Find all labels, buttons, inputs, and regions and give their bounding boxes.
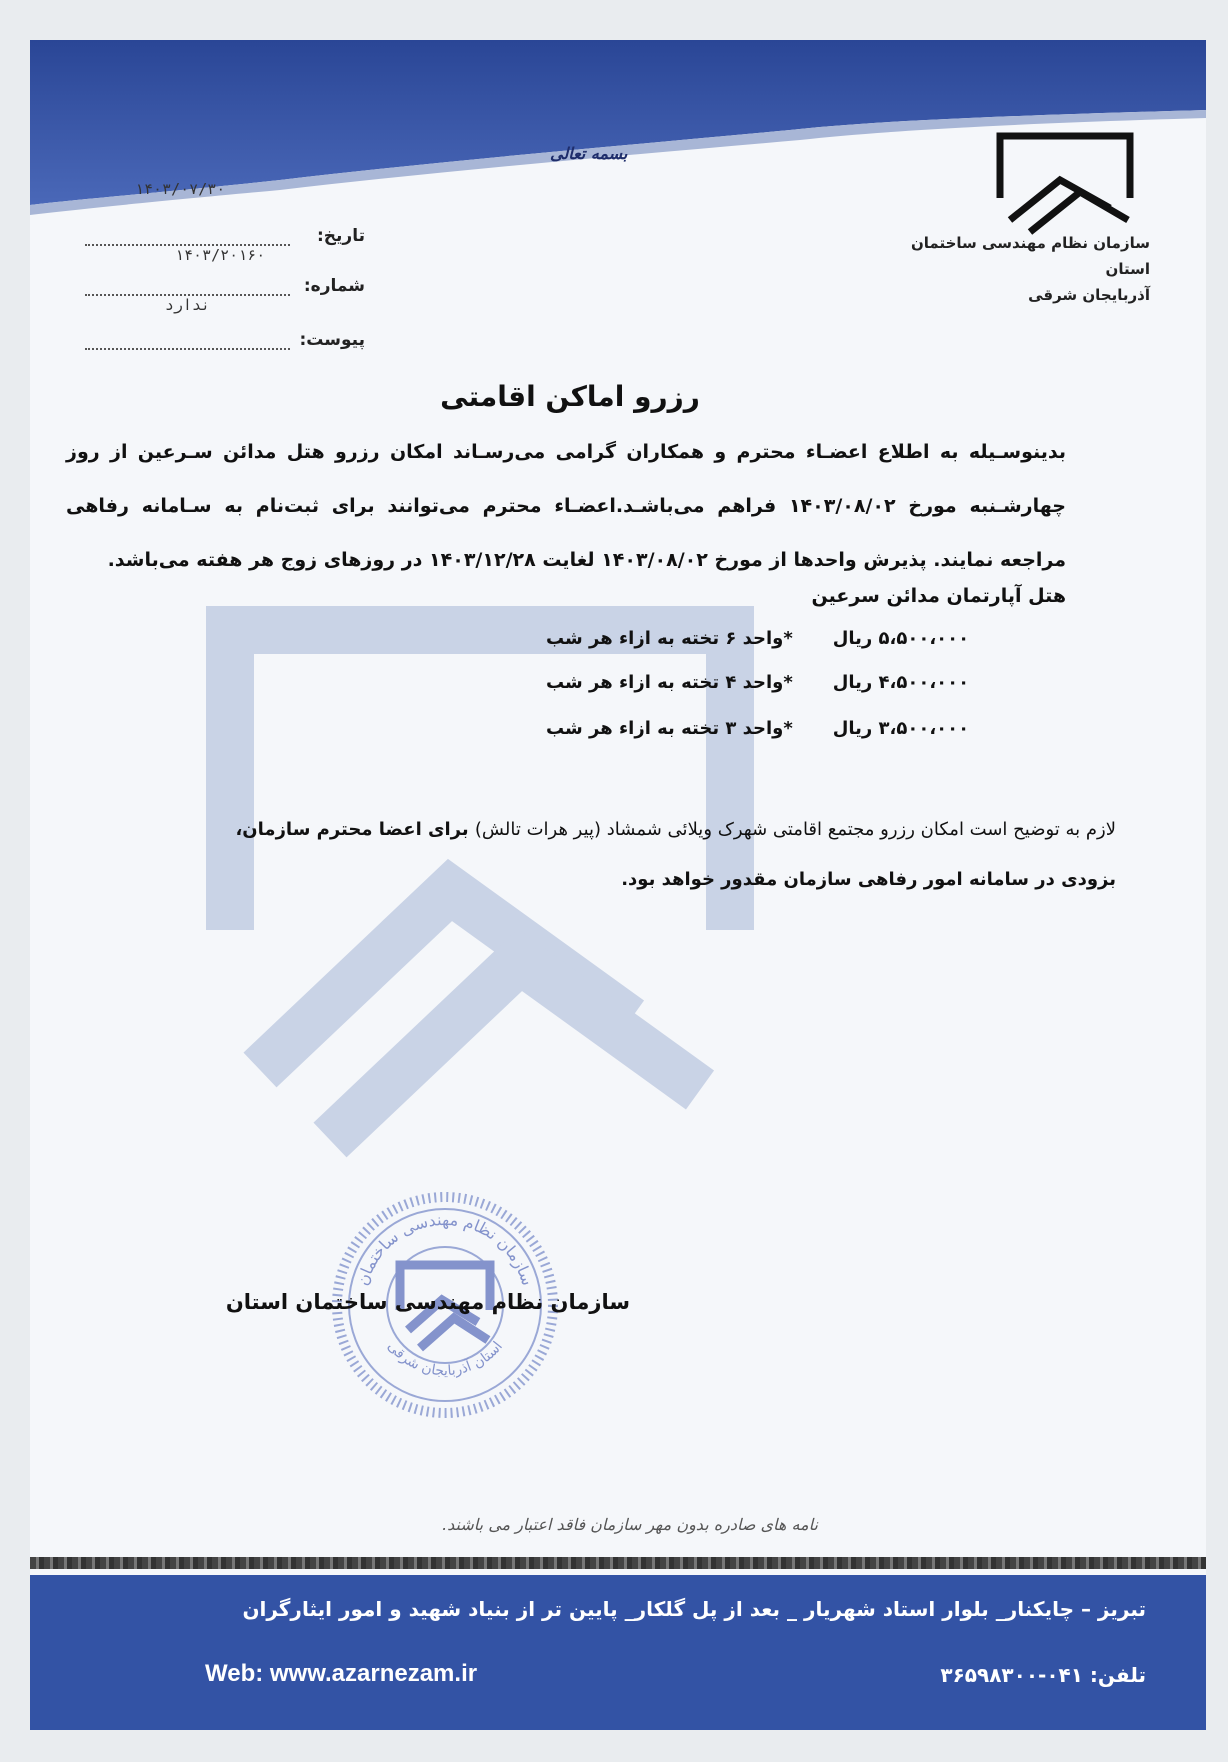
note-text: لازم به توضیح است امکان رزرو مجتمع اقامتی شهرک ویلائی شمشاد (پیر هرات تالش): [474, 819, 1116, 840]
unit-label: *واحد ۴ تخته به ازاء هر شب: [546, 672, 793, 693]
svg-text:سازمان نظام مهندسی ساختمان: [353, 1210, 538, 1288]
footer-phone: تلفن: ۰۴۱-۳۶۵۹۸۳۰۰: [940, 1663, 1146, 1687]
unit-price: ۴،۵۰۰،۰۰۰ ریال: [832, 672, 970, 693]
attachment-line: [85, 348, 290, 350]
hotel-name: هتل آپارتمان مدائن سرعین: [811, 585, 1066, 607]
unit-label: *واحد ۳ تخته به ازاء هر شب: [546, 718, 793, 739]
unit-item: [546, 718, 1066, 739]
unit-price: ۵،۵۰۰،۰۰۰ ریال: [832, 628, 970, 649]
footer-website[interactable]: Web: www.azarnezam.ir: [205, 1660, 478, 1687]
footer-address: تبریز – چایکنار_ بلوار استاد شهریار _ بعد از پل گلکار_ پایین تر از بنیاد شهید و امور ایثارگران: [242, 1597, 1146, 1621]
organization-logo: [990, 128, 1140, 238]
note-bold-soon: بزودی در سامانه امور رفاهی سازمان مقدور خواهد بود.: [621, 869, 1116, 890]
unit-price: ۳،۵۰۰،۰۰۰ ریال: [832, 718, 970, 739]
date-label: تاریخ:: [317, 226, 365, 246]
letter-title: رزرو اماکن اقامتی: [440, 380, 700, 413]
unit-label: *واحد ۶ تخته به ازاء هر شب: [546, 628, 793, 649]
letter-sheet: [30, 40, 1206, 1730]
footer-band: [30, 1575, 1206, 1730]
number-value: ۱۴۰۳/۲۰۱۶۰: [175, 246, 266, 264]
unit-item: [546, 672, 1066, 693]
seal-bottom-text: استان آذربایجان شرقی: [384, 1338, 506, 1380]
date-value: ۱۴۰۳/۰۷/۳۰: [135, 180, 226, 198]
letter-paragraph: بدینوسـیله به اطلاع اعضـاء محترم و همکاران گرامی می‌رسـاند امکان رزرو هتل مدائن سـرعین از روز چهارشـنبه مورخ ۱۴۰۳/۰۸/۰۲ فراهم می‌باشـد.اعضـاء محترم می‌توانند برای ثبت‌نام به سـامانه رفاهی مراجعه نمایند. پذیرش واحدها از مورخ ۱۴۰۳/۰۸/۰۲ لغایت ۱۴۰۳/۱۲/۲۸ در روزهای زوج هر هفته می‌باشد.: [66, 441, 1066, 571]
number-label: شماره:: [303, 276, 365, 296]
attachment-label: پیوست:: [299, 330, 365, 350]
attachment-value: ندارد: [164, 296, 210, 314]
organization-name: [890, 230, 1150, 308]
bismillah-heading: بسمه تعالی: [550, 144, 628, 163]
seal-top-text: سازمان نظام مهندسی ساختمان: [352, 1209, 538, 1288]
note-bold-members: برای اعضا محترم سازمان،: [235, 819, 475, 840]
letter-note: [106, 805, 1116, 905]
organization-name-line2: آذربایجان شرقی: [1028, 286, 1150, 304]
validity-warning: نامه های صادره بدون مهر سازمان فاقد اعتبار می باشند.: [442, 1515, 818, 1534]
organization-name-line1: سازمان نظام مهندسی ساختمان استان: [911, 234, 1150, 278]
unit-item: [546, 628, 1066, 649]
signature-organization: سازمان نظام مهندسی ساختمان استان: [225, 1290, 630, 1314]
footer-divider: [30, 1557, 1206, 1569]
